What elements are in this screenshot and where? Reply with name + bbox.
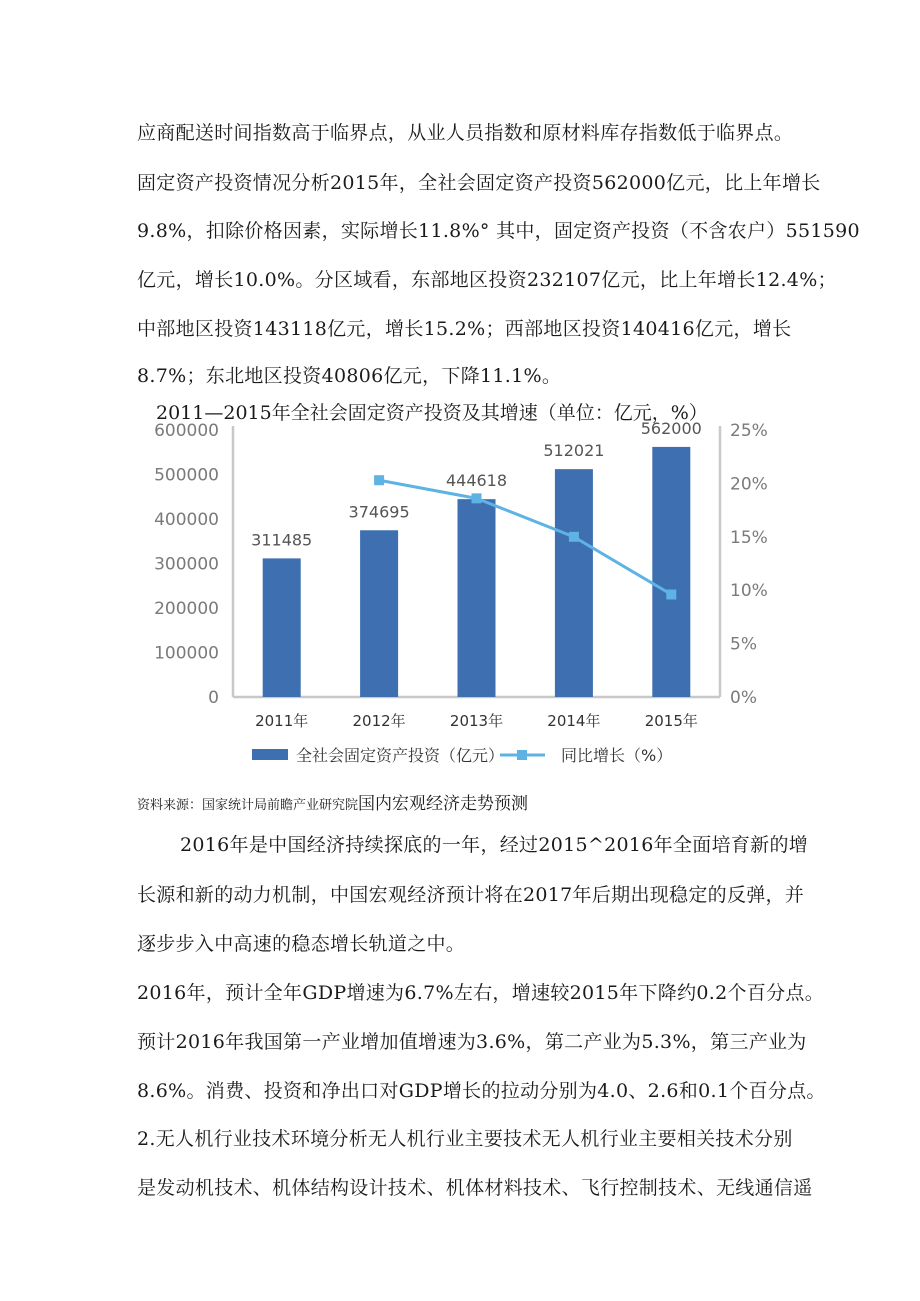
bar — [555, 469, 593, 697]
bar — [458, 499, 496, 697]
bar — [652, 447, 690, 697]
y-left-tick-label: 100000 — [154, 643, 219, 664]
y-left-tick-label: 600000 — [154, 421, 219, 441]
y-left-tick-label: 400000 — [154, 510, 219, 530]
growth-point — [666, 589, 676, 599]
bar-value-label: 444618 — [445, 471, 508, 491]
text-line: 逐步步入中高速的稳态增长轨道之中。 — [137, 933, 466, 955]
text-line: 9.8%，扣除价格因素，实际增长11.8%° 其中，固定资产投资（不含农户）551590 — [137, 220, 860, 242]
text-line: 应商配送时间指数高于临界点，从业人员指数和原材料库存指数低于临界点。 — [137, 122, 794, 144]
bar-value-label: 512021 — [543, 441, 605, 461]
chart-title: 2011—2015年全社会固定资产投资及其增速（单位：亿元，%） — [156, 402, 708, 424]
text-line: 8.7%；东北地区投资40806亿元，下降11.1%。 — [137, 365, 562, 387]
text-line: 2016年，预计全年GDP增速为6.7%左右，增速较2015年下降约0.2个百分点。 — [137, 982, 824, 1004]
text-line: 长源和新的动力机制，中国宏观经济预计将在2017年后期出现稳定的反弹，并 — [137, 884, 805, 906]
growth-point — [569, 532, 579, 542]
text-line: 中部地区投资143118亿元，增长15.2%；西部地区投资140416亿元，增长 — [137, 318, 792, 340]
y-right-tick-label: 0% — [730, 688, 757, 708]
text-line: 预计2016年我国第一产业增加值增速为3.6%，第二产业为5.3%，第三产业为 — [137, 1031, 807, 1053]
y-right-tick-label: 25% — [730, 421, 768, 441]
text-line: 固定资产投资情况分析2015年，全社会固定资产投资562000亿元，比上年增长 — [137, 172, 821, 194]
x-tick-label: 2011年 — [255, 712, 309, 730]
growth-line — [379, 480, 671, 594]
legend-bar-swatch — [252, 749, 288, 760]
y-left-tick-label: 200000 — [154, 599, 219, 619]
y-left-tick-label: 0 — [208, 688, 219, 708]
bar — [263, 558, 301, 697]
x-tick-label: 2014年 — [547, 712, 601, 730]
growth-point — [374, 475, 384, 485]
chart-source — [137, 789, 528, 814]
bar-value-label: 562000 — [640, 418, 702, 438]
x-tick-label: 2015年 — [644, 712, 698, 730]
legend-bar-label: 全社会固定资产投资（亿元） — [296, 746, 505, 765]
legend-line-label: 同比增长（%） — [561, 746, 673, 765]
x-tick-label: 2013年 — [449, 712, 504, 730]
bar-value-label: 311485 — [251, 530, 313, 550]
growth-point — [472, 493, 482, 503]
source-suffix: 国内宏观经济走势预测 — [358, 794, 529, 814]
text-line: 是发动机技术、机体结构设计技术、机体材料技术、飞行控制技术、无线通信遥 — [137, 1177, 813, 1199]
bar-value-label: 374695 — [348, 502, 410, 522]
y-right-tick-label: 15% — [730, 527, 768, 548]
legend-line-marker — [517, 750, 527, 760]
source-prefix: 资料来源：国家统计局前瞻产业研究院 — [137, 798, 359, 813]
text-line: 8.6%。消费、投资和净出口对GDP增长的拉动分别为4.0、2.6和0.1个百分点。 — [137, 1080, 826, 1102]
x-tick-label: 2012年 — [352, 712, 406, 730]
investment-chart — [140, 418, 780, 783]
bar — [360, 530, 398, 697]
y-right-tick-label: 10% — [730, 581, 768, 602]
text-line: 亿元，增长10.0%。分区域看，东部地区投资232107亿元，比上年增长12.4%； — [137, 269, 837, 291]
y-left-tick-label: 300000 — [154, 554, 219, 575]
text-line: 2016年是中国经济持续探底的一年，经过2015^2016年全面培育新的增 — [180, 834, 809, 856]
text-line: 2.无人机行业技术环境分析无人机行业主要技术无人机行业主要相关技术分别 — [137, 1128, 793, 1150]
y-right-tick-label: 20% — [730, 474, 768, 495]
y-right-tick-label: 5% — [730, 634, 757, 655]
y-left-tick-label: 500000 — [154, 465, 219, 486]
